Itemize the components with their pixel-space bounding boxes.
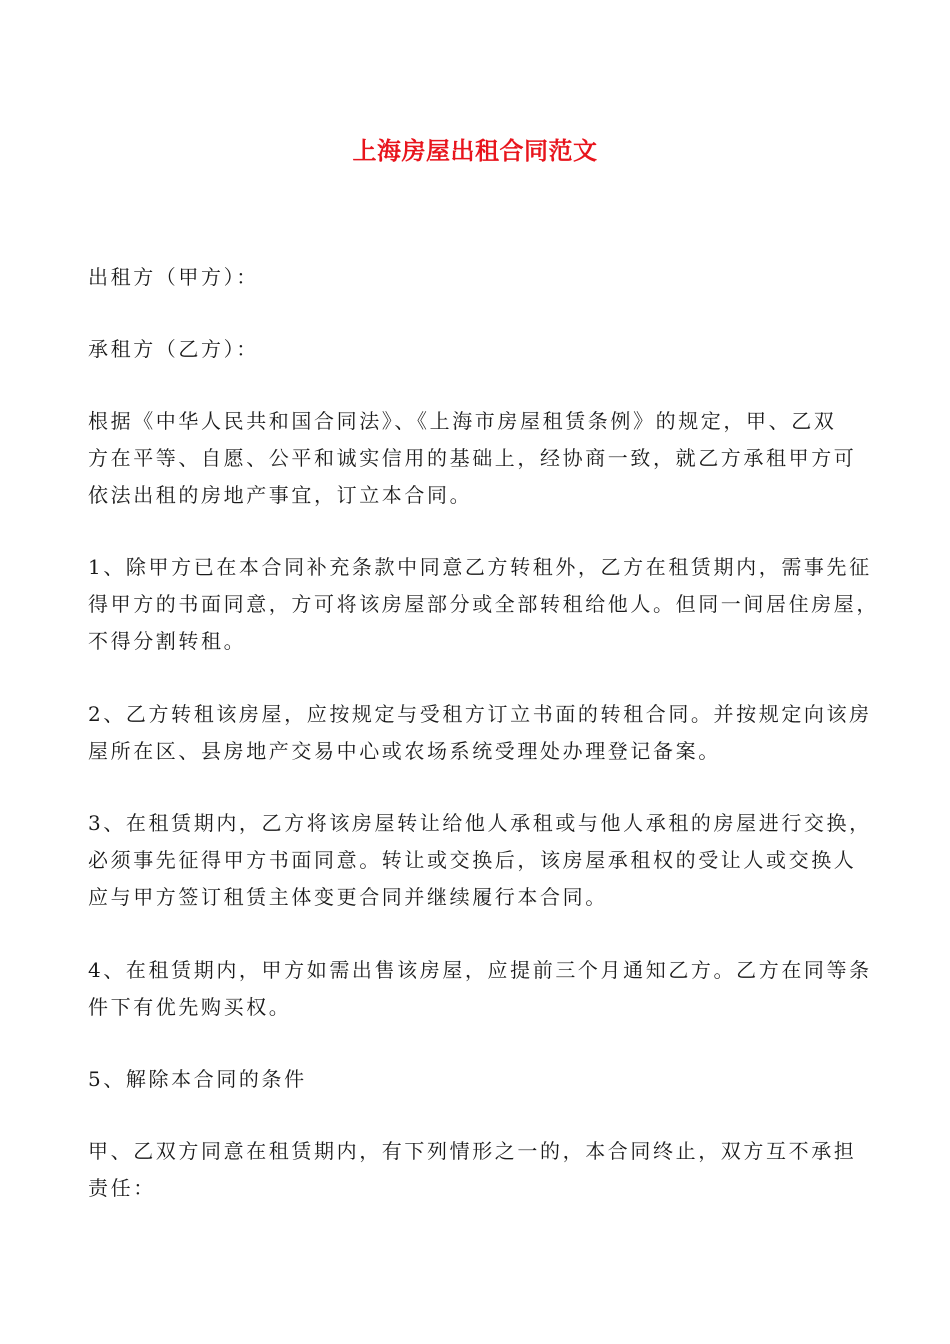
text-line: 屋所在区、县房地产交易中心或农场系统受理处办理登记备案。 <box>88 739 721 763</box>
paragraph-clause-3 <box>88 805 878 916</box>
paragraph-lessor <box>88 259 878 296</box>
paragraph-preamble <box>88 403 878 514</box>
text-line: 应与甲方签订租赁主体变更合同并继续履行本合同。 <box>88 885 608 909</box>
paragraph-lessee <box>88 331 878 368</box>
paragraph-termination <box>88 1133 878 1207</box>
text-line: 不得分割转租。 <box>88 629 247 653</box>
text-line: 1、除甲方已在本合同补充条款中同意乙方转租外，乙方在租赁期内，需事先征 <box>88 555 872 579</box>
text-line: 得甲方的书面同意，方可将该房屋部分或全部转租给他人。但同一间居住房屋， <box>88 592 879 616</box>
text-line: 5、解除本合同的条件 <box>88 1067 307 1091</box>
text-line: 责任： <box>88 1176 156 1200</box>
text-line: 3、在租赁期内，乙方将该房屋转让给他人承租或与他人承租的房屋进行交换， <box>88 811 872 835</box>
paragraph-clause-1 <box>88 549 878 660</box>
text-line: 件下有优先购买权。 <box>88 995 292 1019</box>
text-line: 出租方（甲方）： <box>88 265 259 289</box>
paragraph-clause-5-heading <box>88 1061 878 1098</box>
text-line: 必须事先征得甲方书面同意。转让或交换后，该房屋承租权的受让人或交换人 <box>88 848 857 872</box>
text-line: 根据《中华人民共和国合同法》、《上海市房屋租赁条例》的规定，甲、乙双 <box>88 409 837 433</box>
document-title: 上海房屋出租合同范文 <box>352 137 598 165</box>
text-line: 2、乙方转租该房屋，应按规定与受租方订立书面的转租合同。并按规定向该房 <box>88 702 872 726</box>
paragraph-clause-2 <box>88 696 878 770</box>
paragraph-clause-4 <box>88 952 878 1026</box>
text-line: 甲、乙双方同意在租赁期内，有下列情形之一的，本合同终止，双方互不承担 <box>88 1139 857 1163</box>
text-line: 4、在租赁期内，甲方如需出售该房屋，应提前三个月通知乙方。乙方在同等条 <box>88 958 872 982</box>
text-line: 承租方（乙方）： <box>88 337 259 361</box>
text-line: 方在平等、自愿、公平和诚实信用的基础上，经协商一致，就乙方承租甲方可 <box>88 446 857 470</box>
text-line: 依法出租的房地产事宜，订立本合同。 <box>88 483 473 507</box>
